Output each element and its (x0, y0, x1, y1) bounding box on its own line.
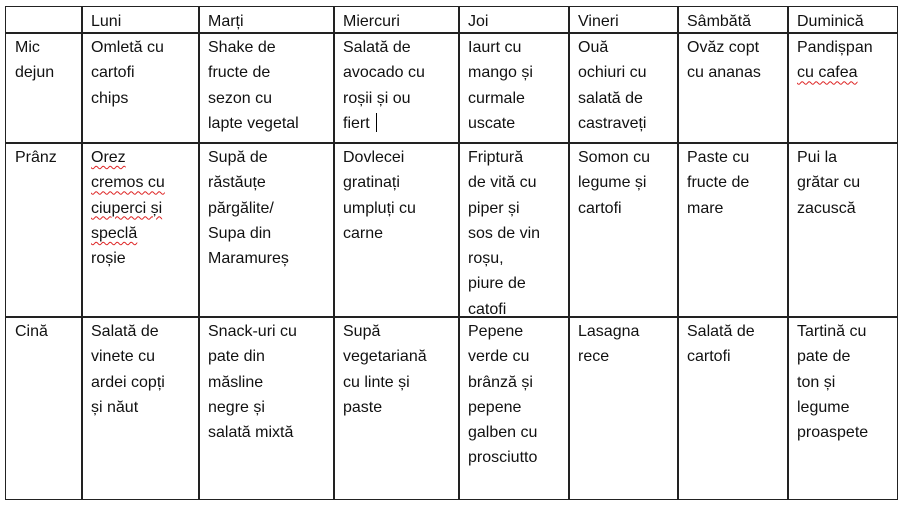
cell-line (91, 60, 199, 85)
cell-line (91, 145, 199, 170)
cell-text-line: uscate (468, 114, 516, 132)
cell-text-line: Joi (468, 13, 489, 30)
cell-line (91, 170, 199, 195)
cell-line (578, 60, 678, 85)
cell-line (15, 60, 82, 85)
header-cell-vineri[interactable] (569, 7, 678, 33)
cell-text-line: Pepene (468, 323, 524, 340)
cell-line (578, 86, 678, 111)
cell-text-line: Mic (15, 39, 40, 56)
header-cell-miercuri[interactable] (334, 7, 459, 33)
cell-text-line: Pandișpan (797, 39, 873, 56)
cell-line (797, 420, 899, 445)
cell-line (91, 221, 199, 246)
cell-line (797, 35, 899, 60)
cell-line (468, 35, 569, 60)
cell-text-line: Ovăz copt (687, 39, 760, 56)
cell-line (687, 170, 788, 195)
cell-line (91, 344, 199, 369)
meal-cell[interactable] (569, 317, 678, 501)
cell-text-line: lapte vegetal (208, 114, 299, 132)
cell-line (687, 60, 788, 85)
cell-text-line: ochiuri cu (578, 64, 647, 82)
cell-text-line: zacuscă (797, 199, 856, 217)
cell-text-line: ardei copți (91, 373, 165, 391)
cell-line (687, 344, 788, 369)
cell-text-line: legume (797, 398, 850, 416)
cell-text-line: piper și (468, 199, 520, 217)
cell-text-line: roșie (91, 250, 126, 268)
meal-cell[interactable] (199, 317, 334, 501)
cell-text-line: avocado cu (343, 64, 425, 82)
meal-cell[interactable] (678, 33, 788, 143)
cell-line (578, 196, 678, 221)
row-label-cell[interactable] (6, 143, 82, 317)
cell-text-line: Lasagna (578, 323, 640, 340)
cell-line (797, 196, 899, 221)
cell-text-line: cartofi (91, 64, 135, 82)
cell-text-line: roșii și ou (343, 89, 411, 107)
cell-text-line: carne (343, 224, 384, 242)
cell-line (468, 145, 569, 170)
meal-cell[interactable] (569, 143, 678, 317)
cell-text-line: Paste cu (687, 149, 750, 166)
meal-cell[interactable] (334, 317, 459, 501)
cell-line (797, 395, 899, 420)
cell-line (578, 111, 678, 136)
cell-line (343, 319, 459, 344)
cell-line (91, 370, 199, 395)
row-label-cell[interactable] (6, 33, 82, 143)
cell-line (208, 145, 334, 170)
cell-line (468, 420, 569, 445)
cell-line (208, 60, 334, 85)
cell-text-line: vinete cu (91, 348, 156, 366)
meal-cell[interactable] (82, 143, 199, 317)
cell-text-line: Snack-uri cu (208, 323, 297, 340)
cell-text-line: pepene (468, 398, 522, 416)
cell-text-line: legume și (578, 174, 647, 192)
cell-line (208, 86, 334, 111)
cell-line (687, 9, 788, 34)
cell-line (468, 221, 569, 246)
cell-text-line: Somon cu (578, 149, 651, 166)
cell-text-line: Supa din (208, 224, 272, 242)
cell-line (468, 395, 569, 420)
cell-text-line: cartofi (687, 348, 731, 366)
cell-text-line: Iaurt cu (468, 39, 522, 56)
meal-cell[interactable] (788, 143, 899, 317)
cell-line (208, 319, 334, 344)
cell-line (343, 60, 459, 85)
cell-text-line: roșu, (468, 250, 504, 268)
cell-text-line: Omletă cu (91, 39, 164, 56)
cell-text-line: chips (91, 89, 129, 107)
cell-text-line: paste (343, 398, 383, 416)
cell-text-line: piure de (468, 275, 526, 293)
cell-text-line: Shake de (208, 39, 276, 56)
meal-cell[interactable] (678, 143, 788, 317)
cell-text-line: Marți (208, 13, 244, 30)
cell-text-line: părgălite/ (208, 199, 274, 217)
cell-line (208, 111, 334, 136)
cell-text-line: și năut (91, 398, 139, 416)
cell-text-line: brânză și (468, 373, 533, 391)
meal-plan-table (5, 6, 898, 500)
cell-text-line: măsline (208, 373, 264, 391)
cell-line (208, 196, 334, 221)
header-cell-empty[interactable] (6, 7, 82, 33)
meal-cell[interactable] (334, 33, 459, 143)
cell-line (468, 246, 569, 271)
cell-line (91, 86, 199, 111)
cell-line (15, 145, 82, 170)
cell-line (687, 196, 788, 221)
header-cell-luni[interactable] (82, 7, 199, 33)
cell-text-line: Sâmbătă (687, 13, 752, 30)
cell-line (797, 370, 899, 395)
meal-cell[interactable] (788, 33, 899, 143)
cell-text-line: vegetariană (343, 348, 427, 366)
cell-line (91, 35, 199, 60)
cell-line (208, 170, 334, 195)
cell-text-line: sezon cu (208, 89, 273, 107)
cell-text-line: Dovlecei (343, 149, 405, 166)
cell-line (208, 221, 334, 246)
cell-line (468, 196, 569, 221)
cell-line (468, 319, 569, 344)
cell-text-line: speclă (91, 224, 138, 242)
header-cell-joi[interactable] (459, 7, 569, 33)
cell-text-line: gratinați (343, 174, 400, 192)
cell-text-line: Duminică (797, 13, 864, 30)
meal-cell[interactable] (82, 33, 199, 143)
cell-text-line: Salată de (687, 323, 755, 340)
cell-line (343, 111, 459, 136)
cell-line (797, 319, 899, 344)
meal-cell[interactable] (82, 317, 199, 501)
cell-text-line: negre și (208, 398, 265, 416)
cell-line (343, 395, 459, 420)
cell-text-line: Cină (15, 323, 48, 340)
cell-line (208, 395, 334, 420)
meal-cell[interactable] (788, 317, 899, 501)
cell-line (578, 145, 678, 170)
cell-text-line: Salată de (91, 323, 159, 340)
cell-text-line: ton și (797, 373, 836, 391)
meal-cell[interactable] (334, 143, 459, 317)
cell-line (468, 445, 569, 470)
cell-text-line: Orez (91, 149, 126, 166)
cell-text-line: fructe de (687, 174, 750, 192)
cell-text-line: dejun (15, 64, 55, 82)
cell-text-line: pate de (797, 348, 851, 366)
header-cell-marți[interactable] (199, 7, 334, 33)
cell-text-line: prosciutto (468, 449, 538, 467)
cell-line (797, 170, 899, 195)
cell-line (468, 271, 569, 296)
cell-text-line: castraveți (578, 114, 647, 132)
cell-line (208, 246, 334, 271)
cell-line (343, 221, 459, 246)
text-cursor (376, 113, 377, 132)
cell-line (208, 344, 334, 369)
cell-line (208, 35, 334, 60)
cell-line (91, 196, 199, 221)
cell-text-line: de vită cu (468, 174, 537, 192)
cell-line (343, 370, 459, 395)
cell-text-line: proaspete (797, 424, 869, 442)
cell-line (208, 370, 334, 395)
meal-cell[interactable] (459, 317, 569, 501)
meal-cell[interactable] (199, 143, 334, 317)
cell-text-line: pate din (208, 348, 265, 366)
cell-line (91, 246, 199, 271)
cell-line (468, 370, 569, 395)
cell-text-line: galben cu (468, 424, 538, 442)
meal-cell[interactable] (459, 33, 569, 143)
cell-line (578, 170, 678, 195)
cell-line (797, 145, 899, 170)
cell-text-line: sos de vin (468, 224, 541, 242)
cell-line (578, 35, 678, 60)
cell-text-line: Ouă (578, 39, 609, 56)
cell-text-line: umpluți cu (343, 199, 416, 217)
cell-text-line: grătar cu (797, 174, 861, 192)
meal-cell[interactable] (459, 143, 569, 317)
cell-line (687, 35, 788, 60)
cell-text-line: mare (687, 199, 724, 217)
cell-text-line: salată de (578, 89, 643, 107)
cell-line (797, 60, 899, 85)
cell-text-line: ciuperci și (91, 199, 163, 217)
meal-cell[interactable] (678, 317, 788, 501)
cell-text-line: rece (578, 348, 610, 366)
cell-text-line: Salată de (343, 39, 411, 56)
cell-line (343, 344, 459, 369)
cell-text-line: salată mixtă (208, 424, 294, 442)
cell-text-line: Miercuri (343, 13, 400, 30)
cell-text-line: mango și (468, 64, 533, 82)
cell-line (687, 145, 788, 170)
cell-line (15, 35, 82, 60)
cell-line (468, 111, 569, 136)
cell-line (468, 170, 569, 195)
cell-text-line: Pui la (797, 149, 838, 166)
cell-line (687, 319, 788, 344)
cell-line (343, 35, 459, 60)
meal-cell[interactable] (569, 33, 678, 143)
cell-line (15, 319, 82, 344)
cell-text-line: Luni (91, 13, 122, 30)
cell-text-line: răstăuțe (208, 174, 266, 192)
cell-text-line: Maramureș (208, 250, 289, 268)
cell-text-line: verde cu (468, 348, 530, 366)
cell-line (91, 319, 199, 344)
cell-text-line: fructe de (208, 64, 271, 82)
cell-text-line: curmale (468, 89, 525, 107)
header-cell-sâmbătă[interactable] (678, 7, 788, 33)
cell-line (797, 9, 899, 34)
cell-text-line: fiert (343, 114, 370, 132)
cell-text-line: Vineri (578, 13, 619, 30)
cell-line (343, 145, 459, 170)
cell-line (343, 9, 459, 34)
header-cell-duminică[interactable] (788, 7, 899, 33)
cell-line (208, 420, 334, 445)
cell-text-line: cremos cu (91, 174, 165, 192)
cell-line (91, 395, 199, 420)
cell-text-line: Friptură (468, 149, 524, 166)
cell-line (468, 9, 569, 34)
cell-line (578, 344, 678, 369)
cell-text-line: cu ananas (687, 64, 761, 82)
cell-line (468, 60, 569, 85)
cell-text-line: catofi (468, 300, 507, 318)
cell-line (468, 344, 569, 369)
cell-text-line: Supă (343, 323, 381, 340)
cell-line (343, 170, 459, 195)
row-label-cell[interactable] (6, 317, 82, 501)
cell-line (797, 344, 899, 369)
cell-line (578, 9, 678, 34)
cell-text-line: Tartină cu (797, 323, 867, 340)
meal-cell[interactable] (199, 33, 334, 143)
cell-text-line: cartofi (578, 199, 622, 217)
cell-line (208, 9, 334, 34)
cell-text-line: cu cafea (797, 64, 858, 82)
cell-line (343, 86, 459, 111)
cell-text-line: cu linte și (343, 373, 410, 391)
cell-text-line: Prânz (15, 149, 57, 166)
cell-line (578, 319, 678, 344)
cell-line (343, 196, 459, 221)
cell-line (468, 86, 569, 111)
cell-text-line: Supă de (208, 149, 268, 166)
cell-line (91, 9, 199, 34)
